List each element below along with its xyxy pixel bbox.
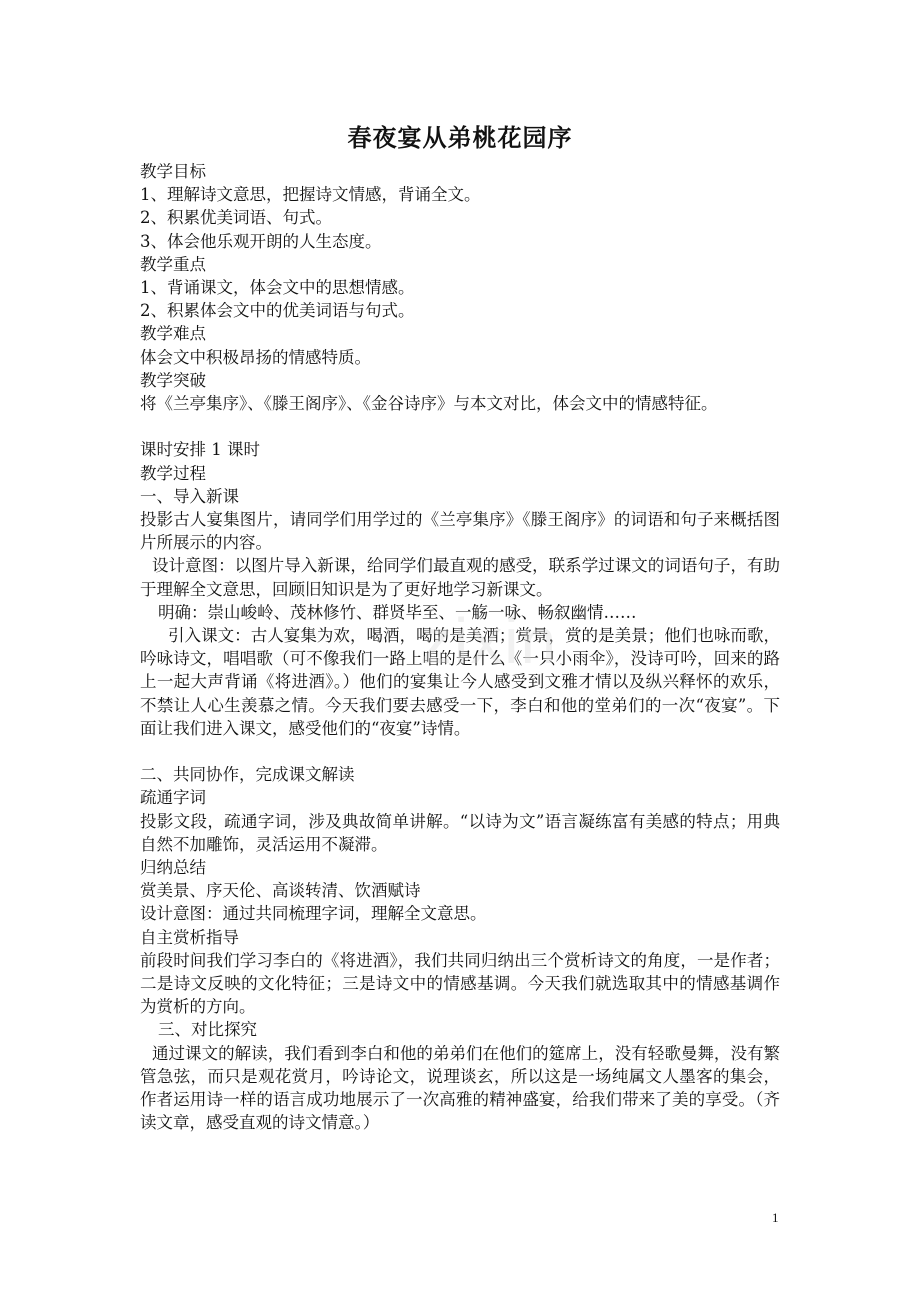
- paragraph: 引入课文：古人宴集为欢，喝酒，喝的是美酒；赏景，赏的是美景；他们也咏而歌，吟咏诗文，唱唱歌（可不像我们一路上唱的是什么《一只小雨伞》，没诗可吟，回来的路上一起大声背诵《将进酒》。）他们的宴集让今人感受到文雅才情以及纵兴释怀的欢乐，不禁让人心生羡慕之情。今天我们要去感受一下，李白和他的堂弟们的一次“夜宴”。下面让我们进入课文，感受他们的“夜宴”诗情。: [140, 626, 780, 738]
- section-heading-breakthrough: 教学突破: [140, 370, 206, 390]
- objective-item: 3、体会他乐观开朗的人生态度。: [140, 231, 382, 251]
- section-heading-key-points: 教学重点: [140, 254, 206, 274]
- section-heading-objectives: 教学目标: [140, 162, 206, 181]
- paragraph: 前段时间我们学习李白的《将进酒》，我们共同归纳出三个赏析诗文的角度，一是作者；二是诗文反映的文化特征；三是诗文中的情感基调。今天我们就选取其中的情感基调作为赏析的方向。: [140, 950, 780, 1017]
- blank-line: [140, 415, 780, 438]
- objective-item: 2、积累优美词语、句式。: [140, 208, 332, 228]
- step-heading-intro: 一、导入新课: [140, 486, 239, 506]
- watermark: zixin: [420, 605, 559, 677]
- schedule-text: 课时安排 1 课时: [140, 440, 260, 460]
- section-heading-difficulties: 教学难点: [140, 324, 206, 344]
- paragraph: 通过课文的解读，我们看到李白和他的弟弟们在他们的筵席上，没有轻歌曼舞，没有繁管急弦，而只是观花赏月，吟诗论文，说理谈玄，所以这是一场纯属文人墨客的集会，作者运用诗一样的语言成功地展示了一次高雅的精神盛宴，给我们带来了美的享受。（齐读文章，感受直观的诗文情意。）: [140, 1043, 780, 1133]
- paragraph: 投影文段，疏通字词，涉及典故简单讲解。“以诗为文”语言凝练富有美感的特点；用典自然不加雕饰，灵活运用不凝滞。: [140, 811, 780, 854]
- page-number: 1: [772, 1210, 779, 1225]
- blank-line: [140, 740, 780, 763]
- difficulty-text: 体会文中积极昂扬的情感特质。: [140, 347, 371, 367]
- breakthrough-text: 将《兰亭集序》、《滕王阁序》、《金谷诗序》与本文对比，体会文中的情感特征。: [140, 394, 718, 414]
- key-point-item: 1、背诵课文，体会文中的思想情感。: [140, 278, 415, 298]
- key-point-item: 2、积累体会文中的优美词语与句式。: [140, 301, 415, 321]
- paragraph: 投影古人宴集图片，请同学们用学过的《兰亭集序》《滕王阁序》的词语和句子来概括图片所展示的内容。: [140, 510, 780, 553]
- paragraph: 设计意图：以图片导入新课，给同学们最直观的感受，联系学过课文的词语句子，有助于理解全文意思，回顾旧知识是为了更好地学习新课文。: [140, 556, 780, 599]
- section-heading-process: 教学过程: [140, 463, 206, 483]
- step-heading-comparison: 三、对比探究: [158, 1020, 257, 1040]
- paragraph: 设计意图：通过共同梳理字词，理解全文意思。: [140, 904, 487, 924]
- paragraph: 赏美景、序天伦、高谈转清、饮酒赋诗: [140, 881, 421, 901]
- document-title: 春夜宴从弟桃花园序: [347, 123, 573, 152]
- subheading: 自主赏析指导: [140, 927, 239, 947]
- paragraph: 明确：崇山峻岭、茂林修竹、群贤毕至、一觞一咏、畅叙幽情……: [158, 602, 637, 622]
- subheading: 归纳总结: [140, 858, 206, 878]
- step-heading-collaboration: 二、共同协作，完成课文解读: [140, 765, 355, 785]
- objective-item: 1、理解诗文意思，把握诗文情感，背诵全文。: [140, 185, 481, 205]
- subheading: 疏通字词: [140, 788, 206, 808]
